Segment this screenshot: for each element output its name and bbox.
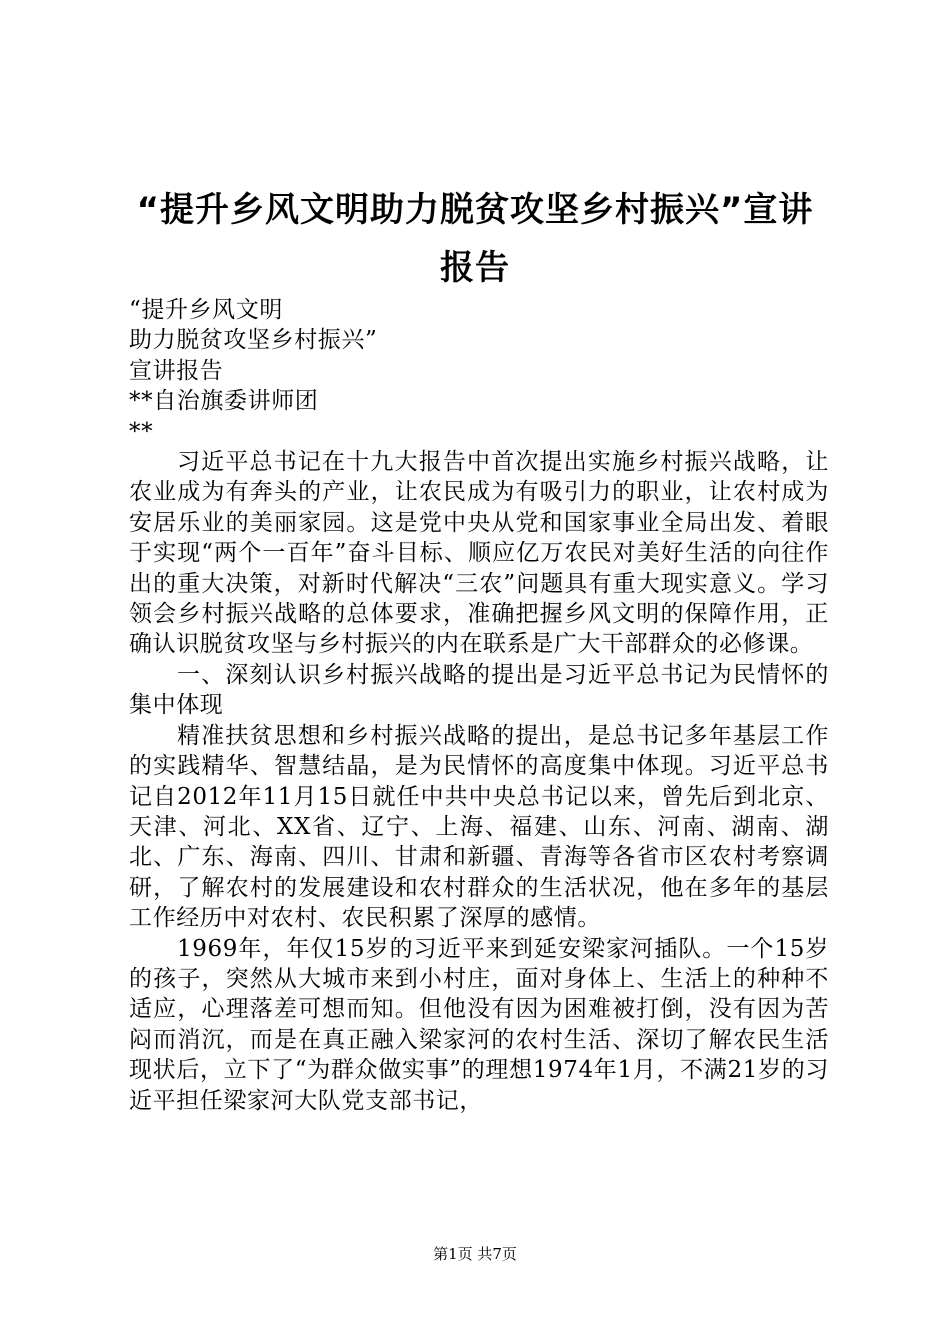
body-paragraph: 精准扶贫思想和乡村振兴战略的提出，是总书记多年基层工作的实践精华、智慧结晶，是为民情怀的高度集中体现。习近平总书记自2012年11月15日就任中共中央总书记以来，曾先后到北京、天津、河北、XX省、辽宁、上海、福建、山东、河南、湖南、湖北、广东、海南、四川、甘肃和新疆、青海等各省市区农村考察调研，了解农村的发展建设和农村群众的生活状况，他在多年的基层工作经历中对农村、农民积累了深厚的感情。: [129, 722, 829, 932]
document-title-line-1: “提升乡风文明助力脱贫攻坚乡村振兴”宣讲: [136, 190, 814, 230]
document-title-line-2: 报告: [440, 248, 510, 288]
document-body: [129, 295, 829, 1116]
body-paragraph: 习近平总书记在十九大报告中首次提出实施乡村振兴战略，让农业成为有奔头的产业，让农民成为有吸引力的职业，让农村成为安居乐业的美丽家园。这是党中央从党和国家事业全局出发、着眼于实现“两个一百年”奋斗目标、顺应亿万农民对美好生活的向往作出的重大决策，对新时代解决“三农”问题具有重大现实意义。学习领会乡村振兴战略的总体要求，准确把握乡风文明的保障作用，正确认识脱贫攻坚与乡村振兴的内在联系是广大干部群众的必修课。: [129, 449, 829, 658]
section-heading: 一、深刻认识乡村振兴战略的提出是习近平总书记为民情怀的集中体现: [129, 661, 829, 719]
page-number-footer: 第1页 共7页: [433, 1245, 517, 1263]
subtitle-line: 助力脱贫攻坚乡村振兴”: [129, 327, 378, 354]
subtitle-line: 宣讲报告: [129, 357, 224, 384]
author-line: **自治旗委讲师团: [129, 388, 319, 415]
subtitle-line: “提升乡风文明: [129, 297, 283, 323]
author-line: **: [129, 418, 154, 445]
body-paragraph: 1969年，年仅15岁的习近平来到延安梁家河插队。一个15岁的孩子，突然从大城市来到小村庄，面对身体上、生活上的种种不适应，心理落差可想而知。但他没有因为困难被打倒，没有因为苦闷而消沉，而是在真正融入梁家河的农村生活、深切了解农民生活现状后，立下了“为群众做实事”的理想1974年1月，不满21岁的习近平担任梁家河大队党支部书记，: [129, 935, 829, 1114]
